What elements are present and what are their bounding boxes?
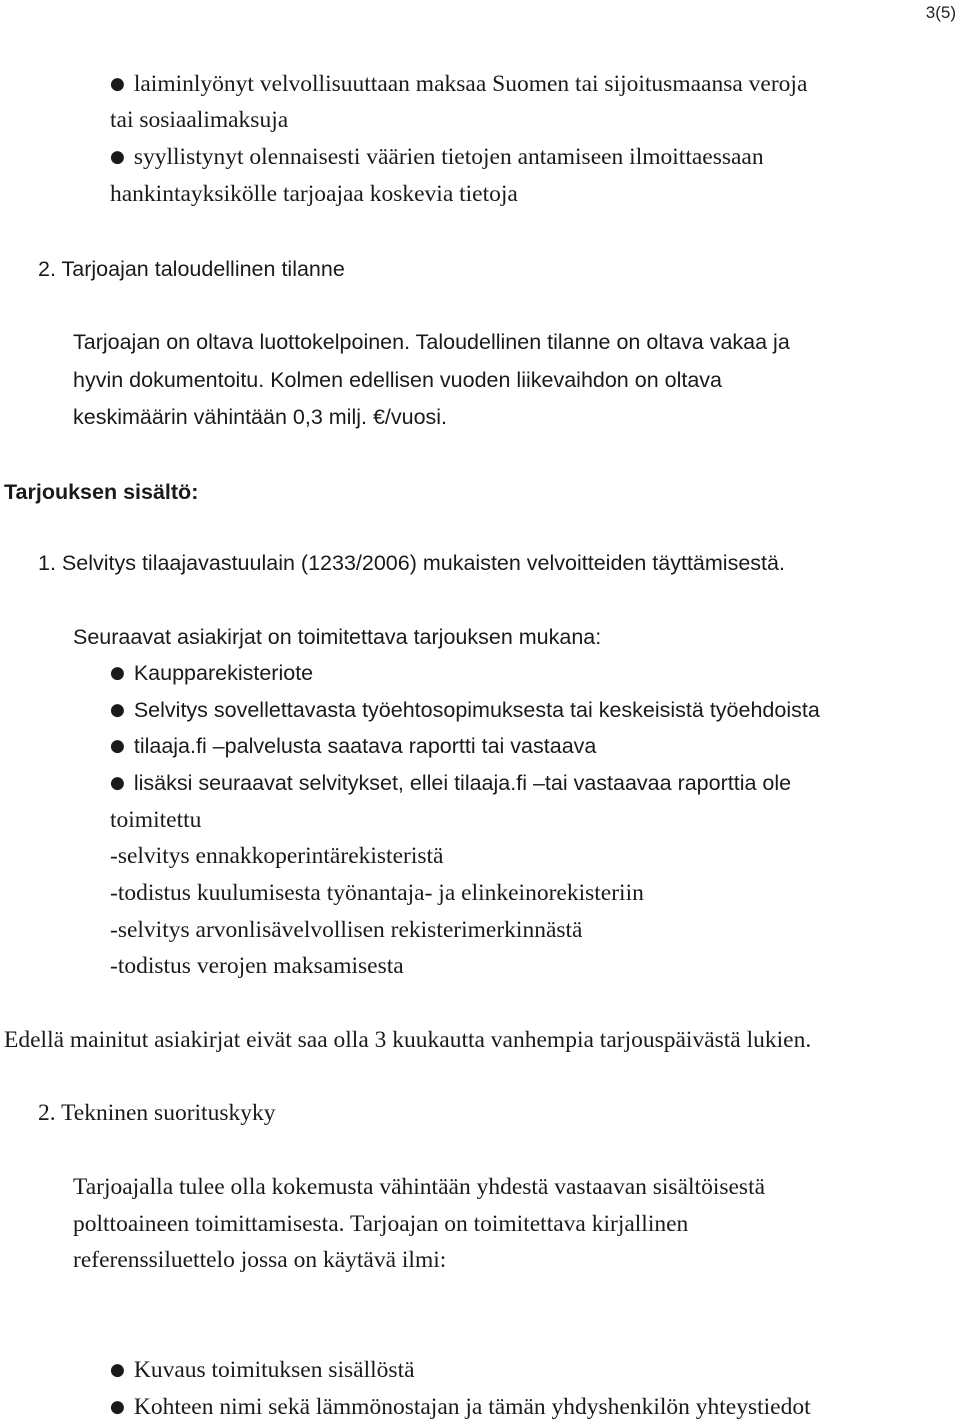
paragraph-line: hyvin dokumentoitu. Kolmen edellisen vuoden liikevaihdon on oltava: [73, 368, 722, 392]
dash-item: -selvitys arvonlisävelvollisen rekisterimerkinnästä: [110, 917, 583, 943]
documents-intro: Seuraavat asiakirjat on toimitettava tarjouksen mukana:: [73, 625, 602, 649]
section-heading-financial: 2. Tarjoajan taloudellinen tilanne: [38, 257, 345, 281]
bullet-icon: ●: [110, 74, 125, 94]
list-item: [110, 659, 313, 689]
offer-contents-heading: Tarjouksen sisältö:: [4, 480, 199, 504]
list-item: [110, 70, 807, 100]
bullet-icon: ●: [110, 700, 125, 720]
list-item: [110, 769, 791, 799]
list-item-text: laiminlyönyt velvollisuuttaan maksaa Suomen tai sijoitusmaansa veroja: [133, 71, 808, 97]
bullet-icon: ●: [110, 736, 125, 756]
paragraph-line: polttoaineen toimittamisesta. Tarjoajan on toimitettava kirjallinen: [73, 1211, 689, 1237]
bullet-icon: ●: [110, 1397, 125, 1417]
list-item: [110, 1393, 811, 1423]
section-heading-technical: 2. Tekninen suorituskyky: [38, 1100, 276, 1126]
list-item: [110, 1356, 415, 1386]
dash-item: -todistus verojen maksamisesta: [110, 953, 404, 979]
list-item-text: tilaaja.fi –palvelusta saatava raportti tai vastaava: [133, 734, 597, 758]
list-item: [110, 696, 820, 726]
list-item-text: Selvitys sovellettavasta työehtosopimuksesta tai keskeisistä työehdoista: [133, 698, 820, 722]
page-number: 3(5): [925, 3, 956, 22]
list-item-text: syyllistynyt olennaisesti väärien tietojen antamiseen ilmoittaessaan: [133, 144, 764, 170]
list-item-continuation: toimitettu: [110, 807, 202, 833]
dash-item: -selvitys ennakkoperintärekisteristä: [110, 843, 444, 869]
list-item-text: Kuvaus toimituksen sisällöstä: [133, 1357, 415, 1383]
documents-age-note: Edellä mainitut asiakirjat eivät saa olla 3 kuukautta vanhempia tarjouspäivästä lukien.: [4, 1027, 812, 1053]
list-item-text: lisäksi seuraavat selvitykset, ellei tilaaja.fi –tai vastaavaa raporttia ole: [133, 771, 792, 795]
bullet-icon: ●: [110, 773, 125, 793]
list-item-continuation: tai sosiaalimaksuja: [110, 107, 289, 133]
list-item: [110, 732, 596, 762]
paragraph-line: keskimäärin vähintään 0,3 milj. €/vuosi.: [73, 405, 448, 429]
dash-item: -todistus kuulumisesta työnantaja- ja elinkeinorekisteriin: [110, 880, 644, 906]
paragraph-line: Tarjoajan on oltava luottokelpoinen. Taloudellinen tilanne on oltava vakaa ja: [73, 330, 790, 354]
paragraph-line: referenssiluettelo jossa on käytävä ilmi:: [73, 1247, 447, 1273]
list-item-text: Kohteen nimi sekä lämmönostajan ja tämän yhdyshenkilön yhteystiedot: [133, 1394, 811, 1420]
list-item: [110, 143, 764, 173]
bullet-icon: ●: [110, 1360, 125, 1380]
bullet-icon: ●: [110, 663, 125, 683]
offer-item-1: 1. Selvitys tilaajavastuulain (1233/2006) mukaisten velvoitteiden täyttämisestä.: [38, 551, 785, 575]
list-item-continuation: hankintayksikölle tarjoajaa koskevia tietoja: [110, 181, 518, 207]
paragraph-line: Tarjoajalla tulee olla kokemusta vähintään yhdestä vastaavan sisältöisestä: [73, 1174, 766, 1200]
bullet-icon: ●: [110, 147, 125, 167]
list-item-text: Kaupparekisteriote: [133, 661, 314, 685]
